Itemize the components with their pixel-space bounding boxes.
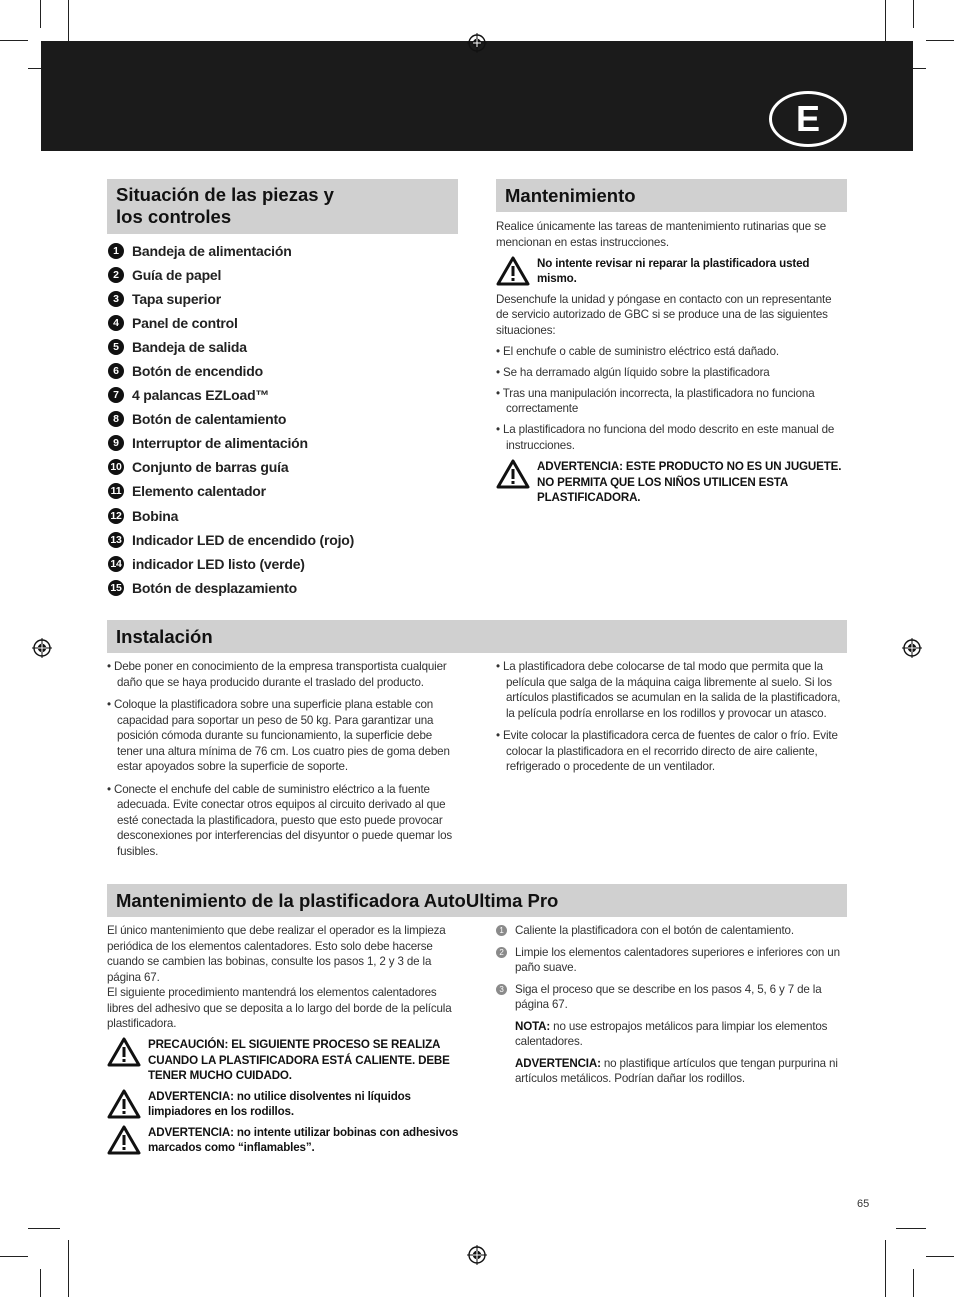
parts-title-line2: los controles [116,206,232,227]
bullet-text: Tras una manipulación incorrecta, la plastificadora no funciona correctamente [502,386,815,415]
crop-mark [28,1228,60,1229]
warning-triangle-icon [107,1125,141,1155]
bullet-item: • Debe poner en conocimiento de la empresa transportista cualquier daño que se haya producido durante el traslado del producto. [107,660,447,689]
parts-list-item [108,504,458,528]
note-label: NOTA: [515,1019,551,1033]
step-number-badge: 1 [496,925,507,936]
autoultima-intro-2: El siguiente procedimiento mantendrá los elementos calentadores libres del adhesivo que se deposita a lo largo del borde de la película plastificadora. [107,986,452,1030]
installation-right-column [496,659,844,782]
parts-list-item [108,455,458,479]
installation-section-header: Instalación [107,620,847,653]
registration-mark-icon [32,638,52,658]
parts-section-header [107,179,458,234]
maintenance-warning-2 [496,459,842,506]
warning-triangle-icon [496,256,530,286]
bullet-text: Evite colocar la plastificadora cerca de fuentes de calor o frío. Evite colocar la plastificadora en el recorrido directo de aire caliente, refrigerado o procedente de un ventilador. [502,729,838,773]
item-number-badge: 14 [108,556,124,572]
step-number-badge: 2 [496,947,507,958]
item-number-badge: 12 [108,508,124,524]
item-label: Bandeja de salida [132,339,247,356]
item-number-badge: 13 [108,532,124,548]
item-number-badge: 11 [108,483,124,499]
item-label: Bandeja de alimentación [132,243,292,260]
registration-mark-icon [467,33,487,53]
item-label: Elemento calentador [132,483,266,500]
autoultima-steps [496,923,842,1013]
item-label: Botón de desplazamiento [132,579,297,596]
parts-list-item [108,431,458,455]
item-number-badge: 7 [108,387,124,403]
registration-mark-icon [902,638,922,658]
bullet-text: El enchufe o cable de suministro eléctrico está dañado. [502,344,779,358]
autoultima-right-column [496,923,842,1092]
bullet-text: Conecte el enchufe del cable de suministro eléctrico a la fuente adecuada. Evite conectar otros equipos al circuito derivado al que esté conectada la plastificadora, puesto que esto puede provocar desconexiones por interferencias del disyuntor o puede quemar los fusibles. [113,782,453,858]
parts-list [108,239,458,600]
step-item [496,982,842,1013]
maintenance-intro: Realice únicamente las tareas de mantenimiento rutinarias que se mencionan en estas instrucciones. [496,220,827,249]
bullet-item: • Coloque la plastificadora sobre una superficie plana estable con capacidad para soportar un peso de 50 kg. Para garantizar una posición cómoda durante su funcionamiento, la superficie debe tener una altura mínima de 76 cm. Los cuatro pies de goma deben estar apoyados sobre la superficie de soporte. [107,698,450,773]
parts-list-item [108,407,458,431]
item-number-badge: 8 [108,411,124,427]
maintenance-section-header: Mantenimiento [496,179,847,212]
warning-triangle-icon [496,459,530,489]
warning-text: PRECAUCIÓN: EL SIGUIENTE PROCESO SE REALIZA CUANDO LA PLASTIFICADORA ESTÁ CALIENTE. DEBE TENER MUCHO CUIDADO. [148,1038,450,1082]
item-label: Guía de papel [132,267,222,284]
step-text: Caliente la plastificadora con el botón de calentamiento. [515,924,794,937]
item-number-badge: 6 [108,363,124,379]
bullet-item: • La plastificadora no funciona del modo descrito en este manual de instrucciones. [496,423,835,452]
parts-list-item [108,335,458,359]
parts-list-item [108,576,458,600]
autoultima-warning [107,1125,461,1156]
parts-list-item [108,239,458,263]
maintenance-contact: Desenchufe la unidad y póngase en contacto con un representante de servicio autorizado de GBC si se produce una de las siguientes situaciones: [496,292,832,337]
warning-text: ADVERTENCIA: ESTE PRODUCTO NO ES UN JUGUETE. NO PERMITA QUE LOS NIÑOS UTILICEN ESTA PLASTIFICADORA. [537,460,842,504]
parts-list-item [108,359,458,383]
crop-mark [68,1240,69,1297]
maintenance-bullets [496,344,842,454]
warning-triangle-icon [107,1037,141,1067]
step-number-badge: 3 [496,984,507,995]
item-label: 4 palancas EZLoad™ [132,387,270,404]
item-number-badge: 5 [108,339,124,355]
item-label: Botón de encendido [132,363,263,380]
bullet-text: La plastificadora debe colocarse de tal modo que permita que la película que salga de la máquina caiga libremente al suelo. Si los artículos plastificados se acumulan en la salida de la plastificadora, la película podría enrollarse en los rodillos y provocar un atasco. [502,660,841,720]
item-label: indicador LED listo (verde) [132,555,305,572]
parts-list-item [108,479,458,503]
item-number-badge: 3 [108,291,124,307]
page-number: 65 [857,1198,870,1210]
item-label: Bobina [132,507,179,524]
maintenance-warning-1 [496,256,842,287]
bullet-item: • Se ha derramado algún líquido sobre la plastificadora [496,365,770,379]
crop-mark [913,1269,914,1297]
warning-text: No intente revisar ni reparar la plastificadora usted mismo. [537,256,810,285]
crop-mark [926,1256,954,1257]
language-badge: E [769,91,847,147]
crop-mark [0,1256,28,1257]
parts-list-item [108,287,458,311]
item-label: Interruptor de alimentación [132,435,308,452]
parts-list-item [108,552,458,576]
installation-left-column [107,659,453,866]
note-text: no use estropajos metálicos para limpiar los elementos calentadores. [515,1019,828,1048]
bullet-text: Se ha derramado algún líquido sobre la plastificadora [502,365,770,379]
autoultima-left-column [107,923,461,1161]
bullet-text: Debe poner en conocimiento de la empresa transportista cualquier daño que se haya producido durante el traslado del producto. [113,660,447,689]
warning-text: ADVERTENCIA: no utilice disolventes ni líquidos limpiadores en los rodillos. [148,1089,411,1118]
registration-mark-icon [467,1245,487,1265]
item-number-badge: 15 [108,580,124,596]
autoultima-advertencia [496,1056,842,1087]
step-item [496,923,842,939]
crop-mark [40,1269,41,1297]
crop-mark [896,1228,926,1229]
bullet-text: Coloque la plastificadora sobre una superficie plana estable con capacidad para soportar un peso de 50 kg. Para garantizar una posición cómoda durante su funcionamiento, la superficie debe tener una altura mínima de 76 cm. Los cuatro pies de goma deben estar apoyados sobre la superficie de soporte. [113,698,450,773]
warning-text: ADVERTENCIA: no intente utilizar bobinas con adhesivos marcados como “inflamables”. [148,1125,459,1154]
parts-title-line1: Situación de las piezas y [116,184,334,205]
item-number-badge: 1 [108,243,124,259]
autoultima-warning [107,1037,461,1084]
item-number-badge: 9 [108,435,124,451]
crop-mark [0,40,28,41]
item-label: Botón de calentamiento [132,411,287,428]
parts-list-item [108,263,458,287]
parts-list-item [108,311,458,335]
item-label: Panel de control [132,315,238,332]
autoultima-section-header: Mantenimiento de la plastificadora AutoUltima Pro [107,884,847,917]
autoultima-warning [107,1089,461,1120]
item-label: Indicador LED de encendido (rojo) [132,531,355,548]
step-text: Limpie los elementos calentadores superiores e inferiores con un paño suave. [515,945,840,974]
step-item [496,945,842,976]
item-number-badge: 10 [108,459,124,475]
bullet-item: • Conecte el enchufe del cable de suministro eléctrico a la fuente adecuada. Evite conectar otros equipos al circuito derivado al que esté conectada la plastificadora, puesto que esto puede provocar desconexiones por interferencias del disyuntor o puede quemar los fusibles. [107,782,453,858]
item-label: Tapa superior [132,291,221,308]
autoultima-intro-1: El único mantenimiento que debe realizar el operador es la limpieza periódica de los elementos calentadores. Esto solo debe hacerse cuando se cambien las bobinas, consulte los pasos 1, 2 y 3 de la página 67. [107,924,446,984]
bullet-text: La plastificadora no funciona del modo descrito en este manual de instrucciones. [502,423,835,452]
item-number-badge: 4 [108,315,124,331]
item-label: Conjunto de barras guía [132,459,289,476]
advertencia-label: ADVERTENCIA: [515,1056,601,1070]
bullet-item: • La plastificadora debe colocarse de tal modo que permita que la película que salga de la máquina caiga libremente al suelo. Si los artículos plastificados se acumulan en la salida de la plastificadora, la película podría enrollarse en los rodillos y provocar un atasco. [496,660,841,720]
bullet-item: • Evite colocar la plastificadora cerca de fuentes de calor o frío. Evite colocar la plastificadora en el recorrido directo de aire caliente, refrigerado o procedente de un ventilador. [496,729,838,773]
maintenance-body [496,219,842,506]
crop-mark [40,0,41,28]
crop-mark [926,40,954,41]
parts-list-item [108,383,458,407]
warning-triangle-icon [107,1089,141,1119]
crop-mark [913,0,914,28]
bullet-item: • El enchufe o cable de suministro eléctrico está dañado. [496,344,779,358]
bullet-item: • Tras una manipulación incorrecta, la plastificadora no funciona correctamente [496,386,815,415]
autoultima-warnings [107,1037,461,1156]
parts-list-item [108,528,458,552]
step-text: Siga el proceso que se describe en los pasos 4, 5, 6 y 7 de la página 67. [515,982,822,1011]
autoultima-note [496,1019,842,1050]
item-number-badge: 2 [108,267,124,283]
crop-mark [885,1240,886,1297]
advertencia-text: no plastifique artículos que tengan purpurina ni artículos metálicos. Podrían dañar los rodillos. [515,1056,838,1085]
